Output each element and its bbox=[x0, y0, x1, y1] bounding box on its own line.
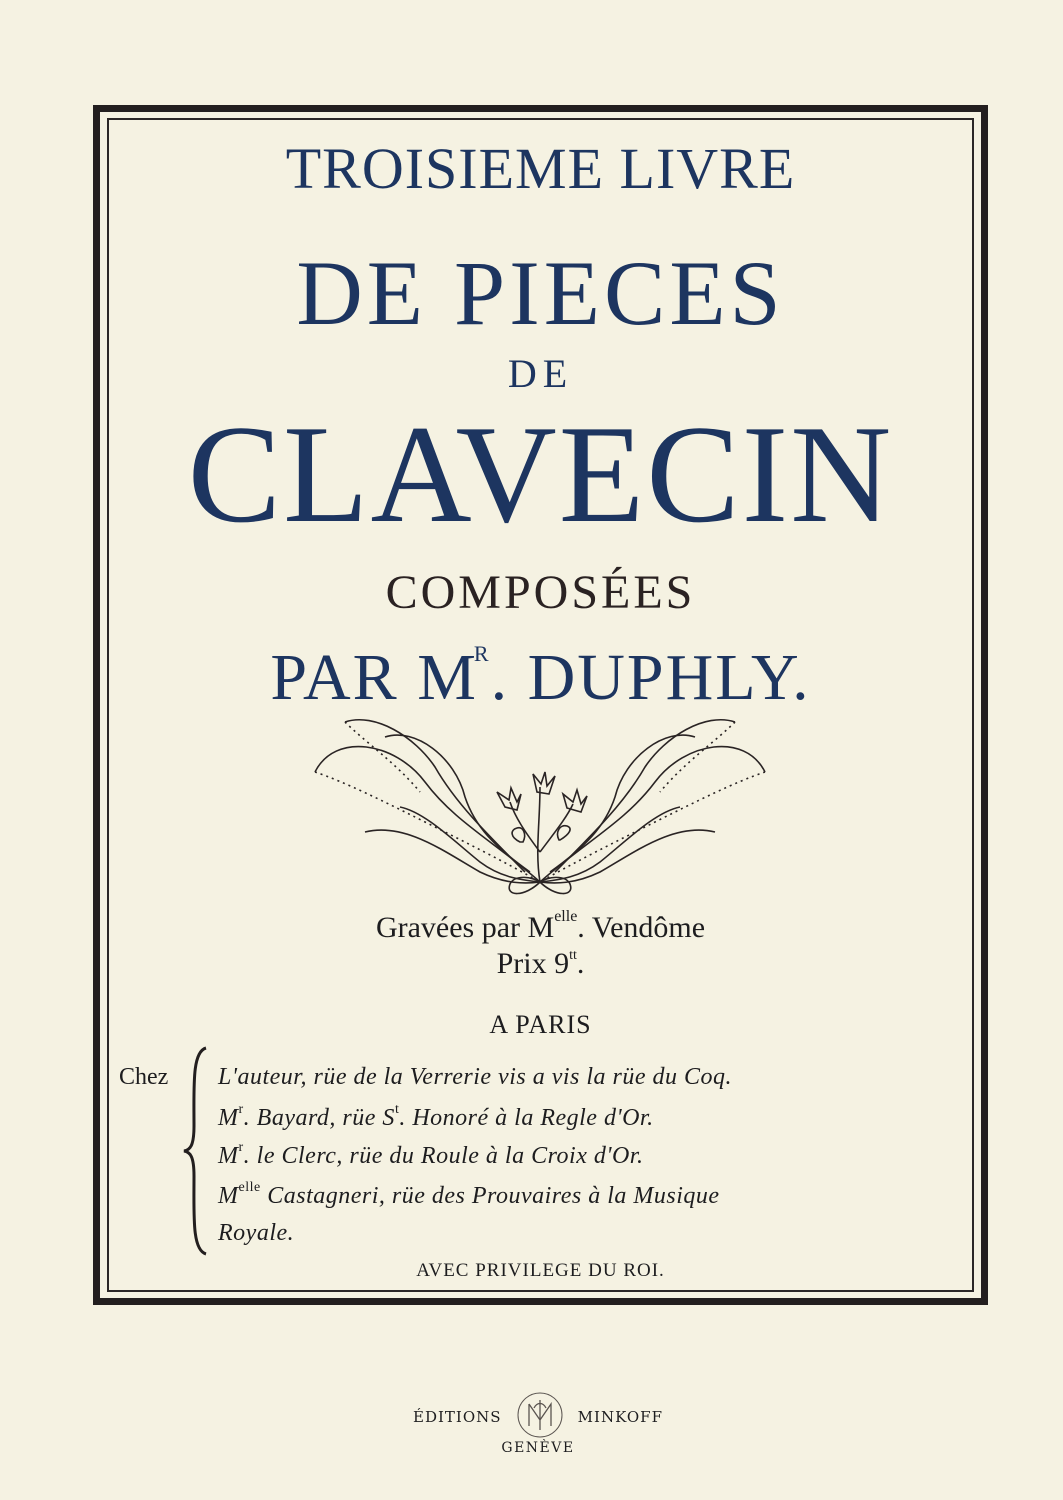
address-le-clerc bbox=[218, 1140, 643, 1170]
chez-label: Chez bbox=[119, 1064, 169, 1090]
price-line bbox=[107, 947, 974, 981]
title-line-composees: COMPOSÉES bbox=[385, 566, 696, 619]
composer-sup: R bbox=[473, 641, 491, 666]
composer-name: . DUPHLY. bbox=[490, 641, 811, 714]
address-le-clerc-post: . le Clerc, rüe du Roule à la Croix d'Or. bbox=[243, 1143, 644, 1169]
address-bayard-sup: r bbox=[238, 1102, 244, 1117]
engraver-name: . Vendôme bbox=[577, 911, 706, 944]
address-bayard-sup2: t bbox=[394, 1102, 400, 1117]
brace-icon bbox=[180, 1046, 210, 1256]
address-le-clerc-pre: M bbox=[218, 1143, 239, 1169]
price-suffix: . bbox=[576, 947, 585, 980]
address-auteur: L'auteur, rüe de la Verrerie vis a vis la rüe du Coq. bbox=[218, 1064, 733, 1090]
address-castagneri bbox=[218, 1180, 720, 1210]
address-bayard-pre: M bbox=[218, 1105, 239, 1131]
engraver-line bbox=[107, 908, 974, 945]
composer-prefix: PAR M bbox=[270, 641, 478, 714]
publisher-right: MINKOFF bbox=[577, 1408, 663, 1426]
address-bayard bbox=[218, 1102, 654, 1132]
composer-line bbox=[107, 640, 974, 716]
address-le-clerc-sup: r bbox=[238, 1140, 244, 1155]
publisher-monogram-icon bbox=[515, 1390, 565, 1440]
publisher-city: GENÈVE bbox=[501, 1440, 575, 1456]
engraver-sup: elle bbox=[554, 908, 578, 925]
floral-ornament-icon bbox=[305, 712, 775, 902]
address-royale: Royale. bbox=[218, 1220, 295, 1246]
address-castagneri-post: Castagneri, rüe des Prouvaires à la Musique bbox=[260, 1183, 720, 1209]
address-bayard-end: . Honoré à la Regle d'Or. bbox=[399, 1105, 654, 1131]
publisher-left: ÉDITIONS bbox=[413, 1408, 502, 1426]
address-castagneri-pre: M bbox=[218, 1183, 239, 1209]
price-prefix: Prix 9 bbox=[496, 947, 570, 980]
engraver-prefix: Gravées par M bbox=[375, 911, 555, 944]
title-line-de: DE bbox=[507, 351, 574, 396]
title-line-troisieme-livre: TROISIEME LIVRE bbox=[285, 136, 796, 201]
publisher-imprint bbox=[413, 1390, 663, 1470]
city-line: A PARIS bbox=[489, 1010, 592, 1039]
title-line-clavecin: CLAVECIN bbox=[187, 397, 894, 552]
title-line-de-pieces: DE PIECES bbox=[296, 242, 785, 344]
privilege-line: AVEC PRIVILEGE DU ROI. bbox=[416, 1260, 665, 1281]
address-bayard-mid: . Bayard, rüe S bbox=[243, 1105, 395, 1131]
price-sup: tt bbox=[569, 948, 577, 963]
address-castagneri-sup: elle bbox=[238, 1180, 261, 1195]
